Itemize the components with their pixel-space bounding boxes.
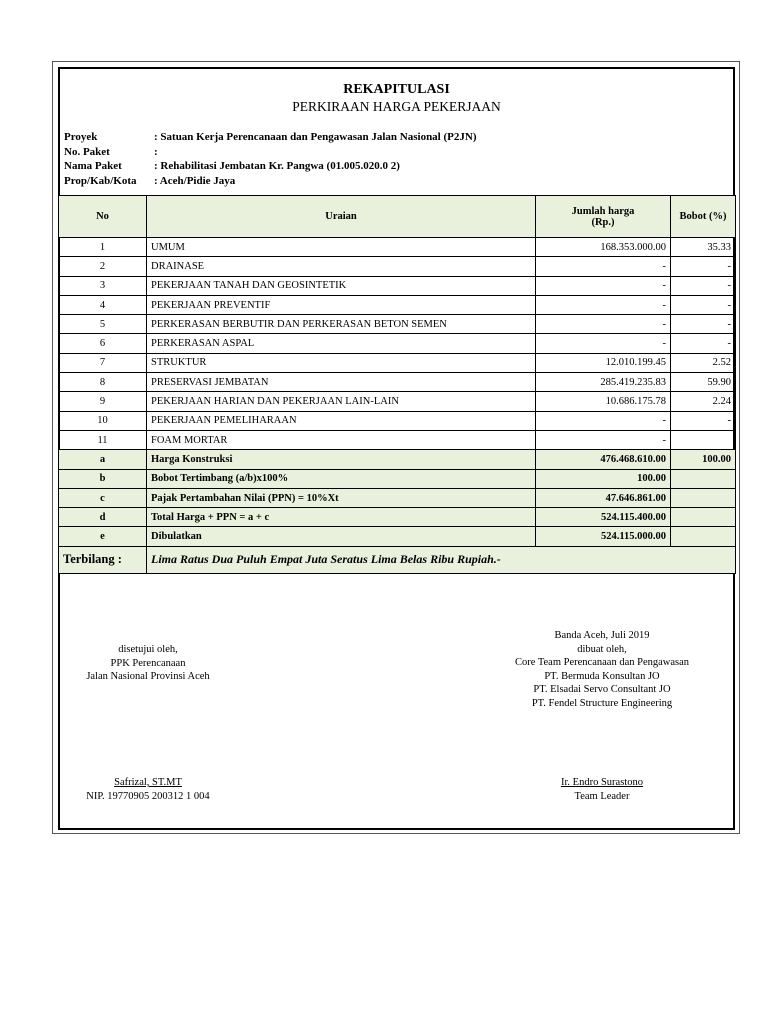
row-bobot (671, 430, 736, 449)
table-row (59, 295, 736, 314)
row-uraian: PERKERASAN ASPAL (147, 334, 536, 353)
summary-bobot (671, 527, 736, 546)
row-uraian: FOAM MORTAR (147, 430, 536, 449)
table-row (59, 315, 736, 334)
summary-uraian: Bobot Tertimbang (a/b)x100% (147, 469, 536, 488)
row-no: 2 (59, 257, 147, 276)
summary-uraian: Dibulatkan (147, 527, 536, 546)
row-jumlah: - (536, 276, 671, 295)
row-jumlah: - (536, 411, 671, 430)
approver-name: Safrizal, ST.MT (114, 777, 182, 788)
row-no: 10 (59, 411, 147, 430)
row-jumlah: - (536, 257, 671, 276)
row-bobot: - (671, 257, 736, 276)
table-row (59, 411, 736, 430)
left-signature-block (68, 776, 228, 803)
preparer-name: Ir. Endro Surastono (561, 777, 643, 788)
table-row (59, 373, 736, 392)
row-uraian: PEKERJAAN PREVENTIF (147, 295, 536, 314)
jumlah-line2: (Rp.) (591, 216, 615, 228)
table-row (59, 334, 736, 353)
row-no: 11 (59, 430, 147, 449)
row-jumlah: 168.353.000.00 (536, 238, 671, 257)
row-uraian: PEKERJAAN TANAH DAN GEOSINTETIK (147, 276, 536, 295)
prepared-by-label: dibuat oleh, (577, 643, 627, 655)
preparer-company-3: PT. Fendel Structure Engineering (531, 697, 673, 709)
col-header-bobot: Bobot (%) (671, 196, 736, 238)
col-header-no: No (59, 196, 147, 238)
approver-position: PPK Perencanaan (110, 657, 186, 669)
preparer-company-1: PT. Bermuda Konsultan JO (544, 670, 660, 682)
summary-jumlah: 524.115.400.00 (536, 508, 671, 527)
row-no: 7 (59, 353, 147, 372)
prop-label: Prop/Kab/Kota (64, 174, 137, 187)
row-bobot: 59.90 (671, 373, 736, 392)
summary-uraian: Pajak Pertambahan Nilai (PPN) = 10%Xt (147, 488, 536, 507)
row-bobot: 35.33 (671, 238, 736, 257)
row-jumlah: - (536, 295, 671, 314)
table-row (59, 392, 736, 411)
left-approval-block (68, 643, 228, 684)
row-jumlah: 12.010.199.45 (536, 353, 671, 372)
paket-value: : (154, 145, 158, 158)
row-no: 6 (59, 334, 147, 353)
summary-row (59, 469, 736, 488)
summary-no: b (59, 469, 147, 488)
row-no: 9 (59, 392, 147, 411)
row-jumlah: - (536, 315, 671, 334)
terbilang-row (59, 546, 736, 573)
row-jumlah: 285.419.235.83 (536, 373, 671, 392)
row-uraian: UMUM (147, 238, 536, 257)
paket-label: No. Paket (64, 145, 110, 158)
summary-row (59, 488, 736, 507)
proyek-label: Proyek (64, 131, 98, 143)
summary-no: d (59, 508, 147, 527)
row-no: 3 (59, 276, 147, 295)
summary-jumlah: 524.115.000.00 (536, 527, 671, 546)
summary-row (59, 508, 736, 527)
row-bobot: - (671, 276, 736, 295)
summary-no: c (59, 488, 147, 507)
prop-value: : Aceh/Pidie Jaya (154, 174, 236, 187)
approver-nip: NIP. 19770905 200312 1 004 (86, 790, 210, 802)
project-info (64, 130, 476, 188)
summary-bobot (671, 508, 736, 527)
row-bobot: 2.52 (671, 353, 736, 372)
row-no: 8 (59, 373, 147, 392)
jumlah-line1: Jumlah harga (571, 205, 635, 217)
row-no: 5 (59, 315, 147, 334)
preparer-role: Team Leader (574, 790, 630, 802)
approver-office: Jalan Nasional Provinsi Aceh (86, 671, 210, 682)
right-prepared-block (482, 629, 722, 710)
summary-bobot (671, 469, 736, 488)
document-title: REKAPITULASI (343, 82, 450, 97)
approved-by-label: disetujui oleh, (118, 644, 178, 655)
summary-jumlah: 476.468.610.00 (536, 450, 671, 469)
preparer-team: Core Team Perencanaan dan Pengawasan (515, 657, 689, 668)
table-row (59, 238, 736, 257)
row-uraian: PEKERJAAN HARIAN DAN PEKERJAAN LAIN-LAIN (147, 392, 536, 411)
summary-no: a (59, 450, 147, 469)
row-jumlah: - (536, 334, 671, 353)
table-row (59, 430, 736, 449)
table-row (59, 353, 736, 372)
summary-jumlah: 100.00 (536, 469, 671, 488)
row-bobot: - (671, 334, 736, 353)
summary-row (59, 450, 736, 469)
row-bobot: - (671, 411, 736, 430)
row-uraian: STRUKTUR (147, 353, 536, 372)
summary-jumlah: 47.646.861.00 (536, 488, 671, 507)
summary-no: e (59, 527, 147, 546)
row-uraian: DRAINASE (147, 257, 536, 276)
row-uraian: PERKERASAN BERBUTIR DAN PERKERASAN BETON SEMEN (147, 315, 536, 334)
row-jumlah: - (536, 430, 671, 449)
summary-row (59, 527, 736, 546)
summary-uraian: Harga Konstruksi (147, 450, 536, 469)
nama-paket-label: Nama Paket (64, 160, 122, 172)
terbilang-text: Lima Ratus Dua Puluh Empat Juta Seratus Lima Belas Ribu Rupiah.- (147, 546, 736, 573)
proyek-value: : Satuan Kerja Perencanaan dan Pengawasan Jalan Nasional (P2JN) (154, 131, 477, 143)
table-row (59, 276, 736, 295)
place-date: Banda Aceh, Juli 2019 (554, 630, 650, 641)
table-header-row (59, 196, 736, 238)
row-bobot: - (671, 295, 736, 314)
row-uraian: PRESERVASI JEMBATAN (147, 373, 536, 392)
row-jumlah: 10.686.175.78 (536, 392, 671, 411)
nama-paket-value: : Rehabilitasi Jembatan Kr. Pangwa (01.005.020.0 2) (154, 160, 400, 172)
table-row (59, 257, 736, 276)
recap-table (58, 195, 736, 574)
col-header-uraian: Uraian (147, 196, 536, 238)
terbilang-label: Terbilang : (59, 546, 147, 573)
row-bobot: - (671, 315, 736, 334)
summary-bobot (671, 488, 736, 507)
summary-bobot: 100.00 (671, 450, 736, 469)
summary-uraian: Total Harga + PPN = a + c (147, 508, 536, 527)
preparer-company-2: PT. Elsadai Servo Consultant JO (533, 684, 671, 695)
row-bobot: 2.24 (671, 392, 736, 411)
document-subtitle: PERKIRAAN HARGA PEKERJAAN (292, 99, 501, 114)
row-uraian: PEKERJAAN PEMELIHARAAN (147, 411, 536, 430)
row-no: 4 (59, 295, 147, 314)
col-header-jumlah (536, 196, 671, 238)
right-signature-block (482, 776, 722, 803)
row-no: 1 (59, 238, 147, 257)
